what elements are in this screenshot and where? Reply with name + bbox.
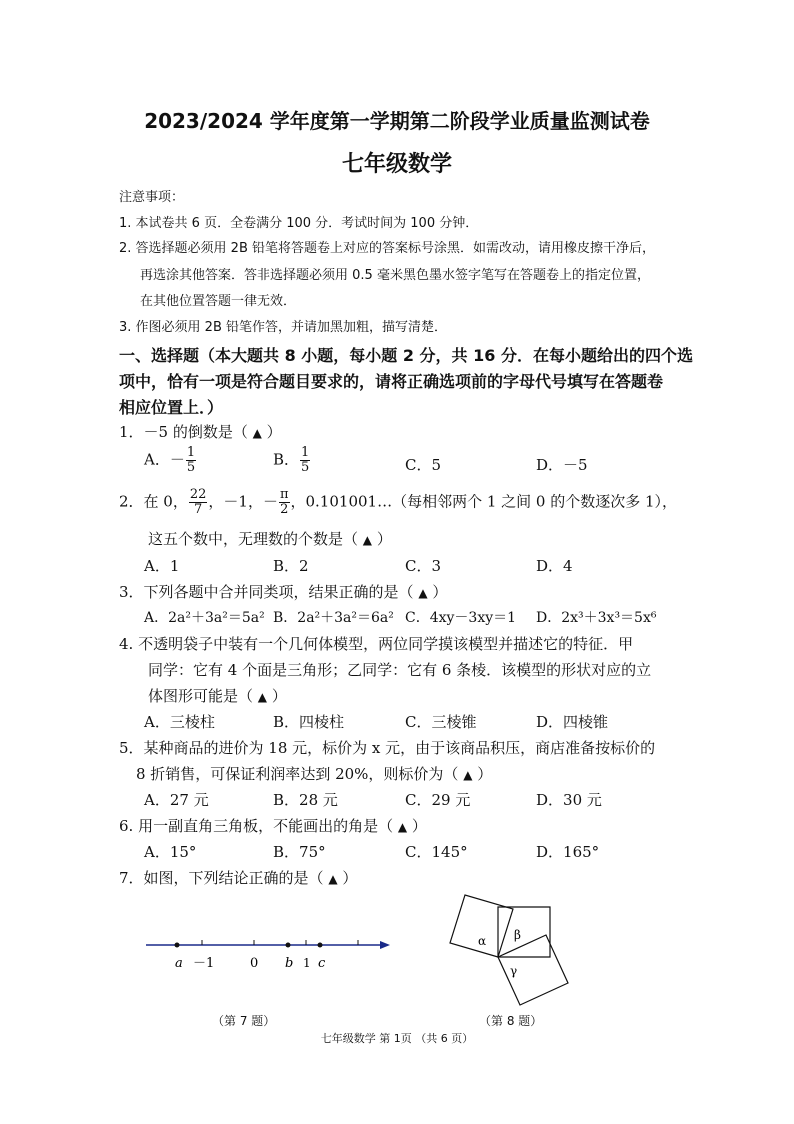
q2-line2: 这五个数中，无理数的个数是（ ▲ ） bbox=[148, 530, 392, 548]
q4-option-d: D．四棱锥 bbox=[536, 713, 609, 731]
answer-marker: ▲ bbox=[252, 426, 262, 440]
notes-heading: 注意事项： bbox=[119, 190, 185, 205]
label-b: b bbox=[285, 956, 294, 971]
q6-stem: 6. 用一副直角三角板，不能画出的角是（ ▲ ） bbox=[119, 817, 427, 835]
label-minus1: －1 bbox=[193, 956, 215, 971]
angle-beta: β bbox=[514, 928, 521, 942]
figure-8-squares bbox=[440, 885, 580, 1010]
point-a bbox=[175, 943, 180, 948]
point-b bbox=[286, 943, 291, 948]
q4-line2: 同学：它有 4 个面是三角形；乙同学：它有 6 条棱．该模型的形状对应的立 bbox=[148, 661, 652, 679]
note-item-2: 2. 答选择题必须用 2B 铅笔将答题卷上对应的答案标号涂黑．如需改动，请用橡皮擦干净后， bbox=[119, 241, 655, 256]
point-c bbox=[318, 943, 323, 948]
q6-option-d: D．165° bbox=[536, 843, 600, 861]
q4-option-a: A．三棱柱 bbox=[144, 713, 215, 731]
number-line-arrow bbox=[380, 941, 390, 949]
q6-option-a: A．15° bbox=[144, 843, 197, 861]
q1-option-c: C．5 bbox=[405, 456, 442, 474]
q5-option-c: C．29 元 bbox=[405, 791, 471, 809]
q4-line3: 体图形可能是（ ▲ ） bbox=[148, 687, 287, 705]
q5-line1: 5．某种商品的进价为 18 元，标价为 x 元，由于该商品积压，商店准备按标价的 bbox=[119, 739, 656, 757]
q5-option-a: A．27 元 bbox=[144, 791, 209, 809]
label-zero: 0 bbox=[250, 956, 259, 971]
q5-line2: 8 折销售，可保证利润率达到 20%，则标价为（ ▲ ） bbox=[136, 765, 493, 783]
section1-line3: 相应位置上．） bbox=[119, 398, 224, 417]
section1-line1: 一、选择题（本大题共 8 小题，每小题 2 分，共 16 分．在每小题给出的四个选 bbox=[119, 346, 693, 365]
note-item-2-cont2: 在其他位置答题一律无效． bbox=[140, 294, 297, 309]
q7-stem: 7．如图，下列结论正确的是（ ▲ ） bbox=[119, 869, 358, 887]
figure-7-number-line bbox=[140, 925, 400, 975]
angle-gamma: γ bbox=[510, 964, 518, 978]
page-footer: 七年级数学 第 1页 （共 6 页） bbox=[320, 1032, 474, 1045]
figure-7-caption: （第 7 题） bbox=[212, 1014, 276, 1028]
square-right bbox=[498, 935, 568, 1005]
note-item-2-cont: 再选涂其他答案．答非选择题必须用 0.5 毫米黑色墨水签字笔写在答题卷上的指定位置， bbox=[140, 268, 650, 283]
q2-option-b: B．2 bbox=[273, 557, 309, 575]
q3-option-c: C．4xy－3xy＝1 bbox=[405, 610, 517, 626]
exam-title: 2023/2024 学年度第一学期第二阶段学业质量监测试卷 bbox=[144, 109, 650, 133]
q5-option-d: D．30 元 bbox=[536, 791, 602, 809]
q5-option-b: B．28 元 bbox=[273, 791, 338, 809]
q4-option-b: B．四棱柱 bbox=[273, 713, 345, 731]
angle-alpha: α bbox=[478, 934, 487, 948]
q4-option-c: C．三棱锥 bbox=[405, 713, 477, 731]
q2-stem: 2．在 0， $\frac{22}{7}$ ，－1，－ $\frac{\pi}{2}$ ，0.101001…（每相邻两个 1 之间 0 的个数逐次多 1）， bbox=[119, 487, 678, 517]
q2-option-a: A．1 bbox=[144, 557, 180, 575]
note-item-1: 1. 本试卷共 6 页．全卷满分 100 分．考试时间为 100 分钟． bbox=[119, 216, 479, 231]
q3-option-a: A．2a²＋3a²＝5a² bbox=[144, 610, 265, 626]
figure-8-caption: （第 8 题） bbox=[479, 1014, 543, 1028]
q3-option-d: D．2x³＋3x³＝5x⁶ bbox=[536, 610, 657, 626]
section1-line2: 项中，恰有一项是符合题目要求的，请将正确选项前的字母代号填写在答题卷 bbox=[119, 372, 664, 391]
q4-line1: 4. 不透明袋子中装有一个几何体模型，两位同学摸该模型并描述它的特征．甲 bbox=[119, 635, 634, 653]
exam-subtitle: 七年级数学 bbox=[341, 152, 452, 177]
q1-option-a: A．－ $\frac{1}{5}$ bbox=[144, 445, 196, 475]
q3-option-b: B．2a²＋3a²＝6a² bbox=[273, 610, 394, 626]
q1-stem: 1．－5 的倒数是（ ▲ ） bbox=[119, 423, 282, 441]
q6-option-c: C．145° bbox=[405, 843, 468, 861]
q6-option-b: B．75° bbox=[273, 843, 326, 861]
q1-option-b: B． $\frac{1}{5}$ bbox=[273, 445, 310, 475]
label-a: a bbox=[175, 956, 183, 971]
note-item-3: 3. 作图必须用 2B 铅笔作答，并请加黑加粗，描写清楚． bbox=[119, 320, 447, 335]
label-c: c bbox=[318, 956, 326, 971]
q2-option-d: D．4 bbox=[536, 557, 573, 575]
q3-stem: 3．下列各题中合并同类项，结果正确的是（ ▲ ） bbox=[119, 583, 448, 601]
label-one: 1 bbox=[303, 956, 311, 970]
q1-option-d: D．－5 bbox=[536, 456, 588, 474]
q2-option-c: C．3 bbox=[405, 557, 442, 575]
